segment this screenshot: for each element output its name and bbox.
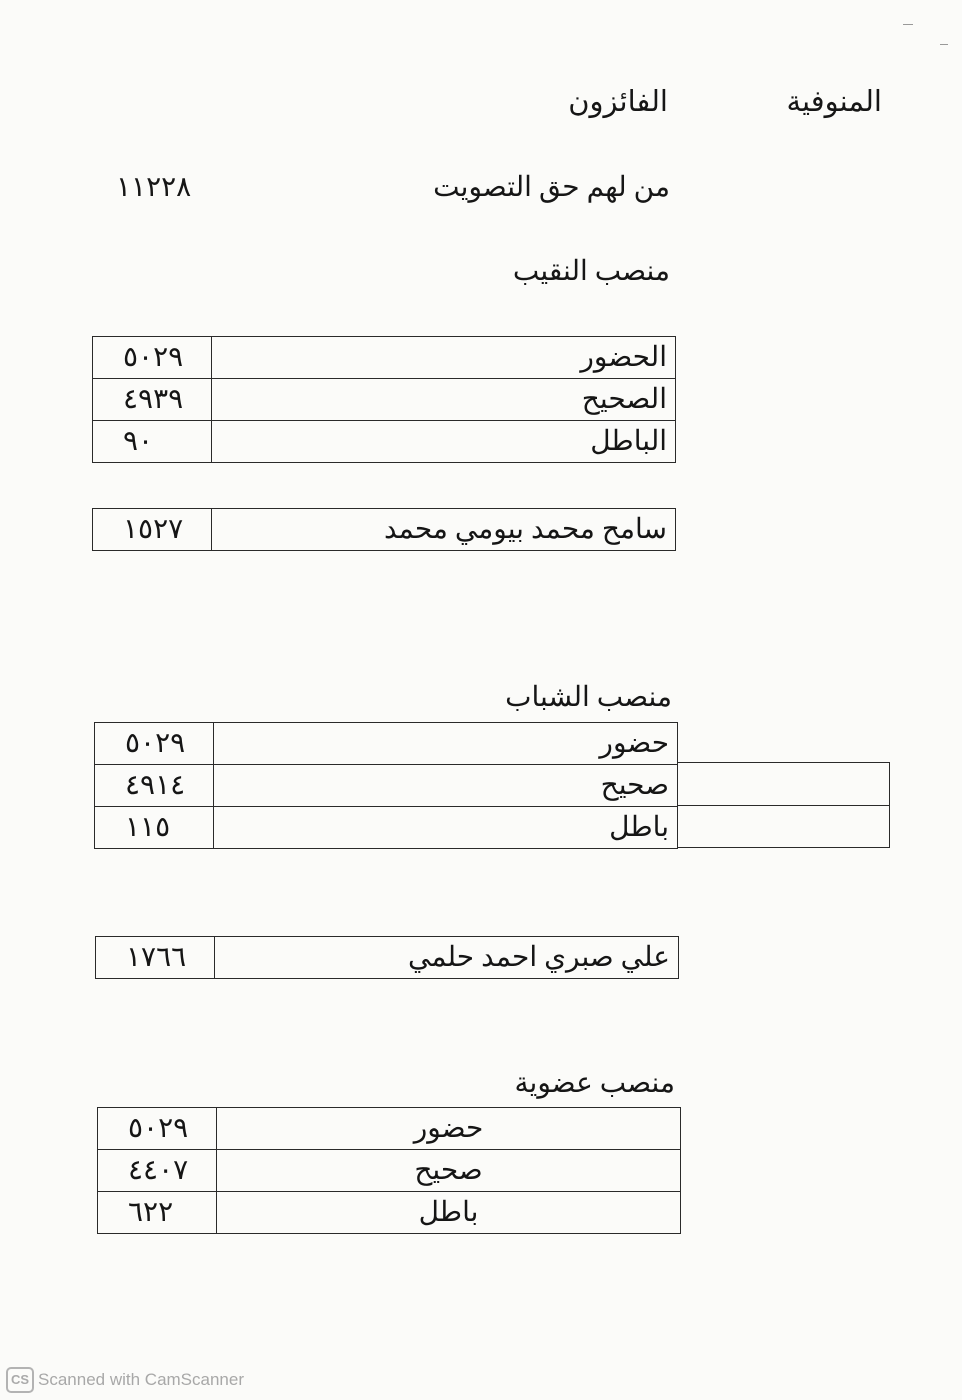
stat-label: الباطل (212, 421, 676, 463)
table-row (93, 421, 676, 463)
scan-speck (903, 24, 913, 25)
table-row (95, 723, 678, 765)
table-row (93, 337, 676, 379)
table-row (95, 765, 678, 807)
eligible-voters-label: من لهم حق التصويت (433, 172, 670, 203)
stat-label: حضور (214, 723, 678, 765)
odwiya-stats-table (97, 1107, 681, 1234)
winner-name: علي صبري احمد حلمي (215, 937, 679, 979)
section-title-naqib: منصب النقيب (512, 256, 670, 287)
stat-label: الصحيح (212, 379, 676, 421)
section-title-shabab: منصب الشباب (505, 682, 672, 713)
stat-value: ١١٥ (95, 807, 214, 849)
camscanner-text: Scanned with CamScanner (38, 1370, 245, 1389)
stat-label: الحضور (212, 337, 676, 379)
empty-side-cells (678, 762, 890, 848)
stat-value: ٤٩١٤ (95, 765, 214, 807)
winner-votes: ١٧٦٦ (96, 937, 215, 979)
table-row (98, 1150, 681, 1192)
camscanner-watermark (6, 1367, 244, 1393)
section-title-odwiya: منصب عضوية (514, 1068, 675, 1099)
shabab-stats-table (94, 722, 678, 849)
cell-divider (678, 805, 889, 806)
stat-value: ٤٤٠٧ (98, 1150, 217, 1192)
winner-votes: ١٥٢٧ (93, 509, 212, 551)
stat-label: صحيح (214, 765, 678, 807)
stat-label: باطل (217, 1192, 681, 1234)
shabab-winner-table (95, 936, 679, 979)
governorate-label: المنوفية (786, 86, 882, 118)
stat-value: ٥٠٢٩ (93, 337, 212, 379)
stat-value: ٤٩٣٩ (93, 379, 212, 421)
stat-label: باطل (214, 807, 678, 849)
stat-label: صحيح (217, 1150, 681, 1192)
stat-value: ٥٠٢٩ (95, 723, 214, 765)
table-row (96, 937, 679, 979)
camscanner-logo-icon: CS (6, 1367, 34, 1393)
table-row (98, 1192, 681, 1234)
stat-value: ٦٢٢ (98, 1192, 217, 1234)
winner-name: سامح محمد بيومي محمد (212, 509, 676, 551)
table-row (95, 807, 678, 849)
stat-value: ٥٠٢٩ (98, 1108, 217, 1150)
naqib-winner-table (92, 508, 676, 551)
table-row (93, 379, 676, 421)
winners-heading: الفائزون (568, 86, 668, 118)
table-row (93, 509, 676, 551)
stat-label: حضور (217, 1108, 681, 1150)
stat-value: ٩٠ (93, 421, 212, 463)
eligible-voters-value: ١١٢٢٨ (116, 172, 192, 203)
scan-speck (940, 44, 948, 45)
table-row (98, 1108, 681, 1150)
naqib-stats-table (92, 336, 676, 463)
